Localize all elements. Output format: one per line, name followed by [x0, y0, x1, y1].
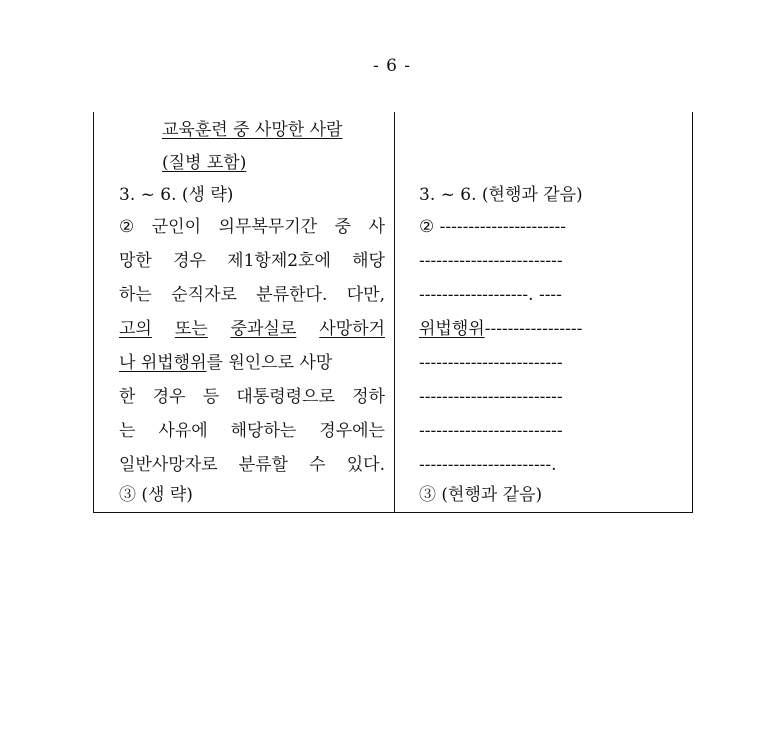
right-line-r8: -----------------------. — [419, 455, 557, 475]
left-para-line-3: 하는 순직자로 분류한다. 다만, — [119, 285, 385, 305]
right-line-r7: ------------------------- — [419, 421, 563, 441]
left-line-1: 교육훈련 중 사망한 사람 — [162, 120, 343, 140]
left-para-line-6: 한 경우 등 대통령령으로 정하 — [119, 387, 385, 407]
column-divider — [394, 112, 395, 512]
left-para-line-1: ② 군인이 의무복무기간 중 사 — [119, 217, 385, 237]
right-line-r2: ------------------------- — [419, 251, 563, 271]
right-line-r5: ------------------------- — [419, 353, 563, 373]
comparison-table — [93, 112, 693, 513]
left-para-line-2: 망한 경우 제1항제2호에 해당 — [119, 251, 385, 271]
left-para-line-5: 나 위법행위를 원인으로 사망 — [119, 353, 333, 373]
right-line-r6: ------------------------- — [419, 387, 563, 407]
left-line-3: 3. ~ 6. (생 략) — [119, 185, 234, 205]
right-line-r4: 위법행위----------------- — [419, 319, 583, 339]
page-number: - 6 - — [372, 56, 412, 76]
left-para-line-8: 일반사망자로 분류할 수 있다. — [119, 455, 385, 475]
right-line-r1: ② ---------------------- — [419, 217, 567, 237]
left-para-line-4: 고의 또는 중과실로 사망하거 — [119, 319, 385, 339]
right-line-last: ③ (현행과 같음) — [419, 485, 543, 505]
left-para-line-7: 는 사유에 해당하는 경우에는 — [119, 421, 385, 441]
right-line-r3: -------------------. ---- — [419, 285, 562, 305]
left-line-2: (질병 포함) — [162, 153, 247, 173]
right-line-3: 3. ~ 6. (현행과 같음) — [419, 185, 583, 205]
left-line-last: ③ (생 략) — [119, 485, 193, 505]
